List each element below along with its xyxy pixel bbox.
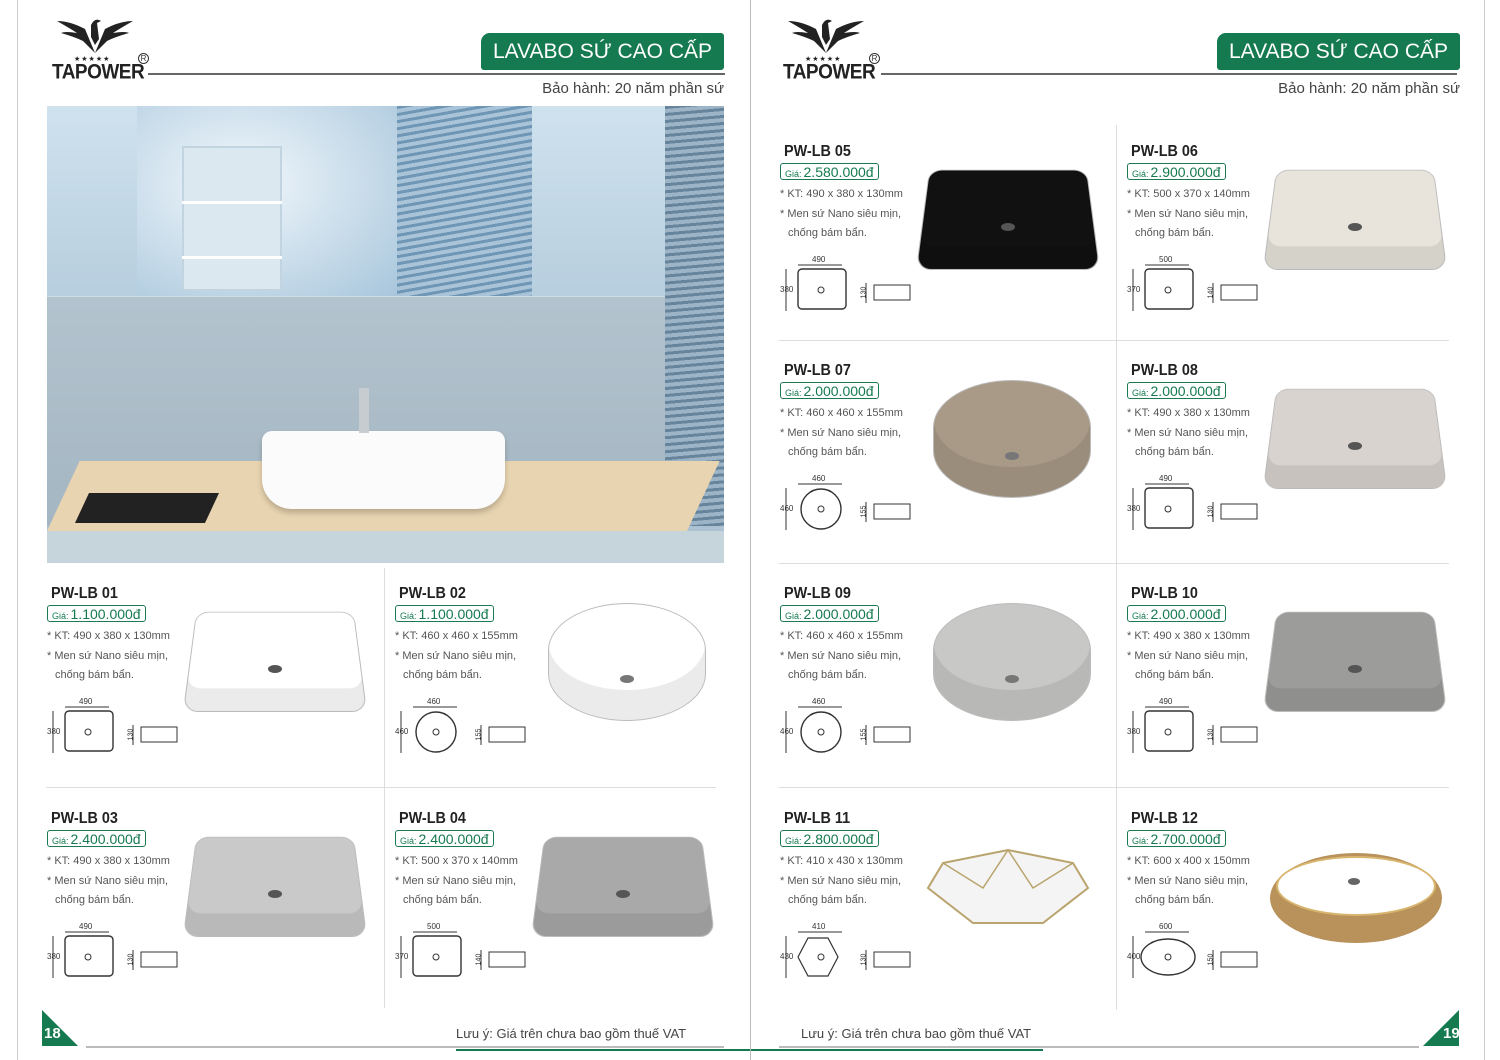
product-basin-image <box>1270 603 1445 728</box>
depth-dimension: 400 <box>1127 952 1141 961</box>
dimension-drawing <box>780 255 924 323</box>
brand-logo: ★★★★★ TAPOWER R <box>781 15 881 85</box>
product-code: PW-LB 01 <box>51 585 118 602</box>
product-price: Giá: 2.000.000đ <box>780 382 879 399</box>
width-dimension: 490 <box>1159 474 1173 483</box>
width-dimension: 490 <box>812 255 826 264</box>
product-feature: * Men sứ Nano siêu mịn, <box>47 650 169 662</box>
product-price: Giá: 2.400.000đ <box>395 830 494 847</box>
footer-accent-rule <box>751 1049 1043 1051</box>
width-dimension: 460 <box>812 474 826 483</box>
width-dimension: 490 <box>79 922 93 931</box>
product-card <box>1125 362 1460 577</box>
product-basin-image <box>1270 828 1445 953</box>
depth-dimension: 460 <box>780 504 794 513</box>
product-feature: * Men sứ Nano siêu mịn, <box>1127 208 1249 220</box>
footer-rule <box>779 1046 1419 1048</box>
hero-bathroom-photo <box>47 106 724 563</box>
height-dimension: 155 <box>475 728 483 741</box>
product-feature: * Men sứ Nano siêu mịn, <box>1127 427 1249 439</box>
warranty-text: Bảo hành: 20 năm phần sứ <box>542 80 724 97</box>
product-feature: chống bám bẩn. <box>403 669 482 681</box>
height-dimension: 130 <box>860 286 868 299</box>
width-dimension: 490 <box>79 697 93 706</box>
product-card <box>778 362 1113 577</box>
product-feature: chống bám bẩn. <box>55 669 134 681</box>
depth-dimension: 460 <box>780 727 794 736</box>
depth-dimension: 370 <box>1127 285 1141 294</box>
width-dimension: 500 <box>1159 255 1173 264</box>
product-feature: * Men sứ Nano siêu mịn, <box>47 875 169 887</box>
eagle-icon <box>786 15 866 55</box>
dimension-drawing <box>1127 255 1271 323</box>
product-code: PW-LB 12 <box>1131 810 1198 827</box>
product-size: * KT: 460 x 460 x 155mm <box>780 407 903 419</box>
product-size: * KT: 490 x 380 x 130mm <box>47 855 170 867</box>
brand-logo: ★★★★★ TAPOWER R <box>50 15 150 85</box>
product-feature: * Men sứ Nano siêu mịn, <box>780 650 902 662</box>
product-code: PW-LB 05 <box>784 143 851 160</box>
product-basin-image <box>923 828 1098 953</box>
product-code: PW-LB 11 <box>784 810 851 827</box>
product-price: Giá: 2.000.000đ <box>780 605 879 622</box>
height-dimension: 155 <box>860 728 868 741</box>
product-code: PW-LB 02 <box>399 585 466 602</box>
product-feature: chống bám bẩn. <box>1135 669 1214 681</box>
product-feature: * Men sứ Nano siêu mịn, <box>1127 650 1249 662</box>
eagle-icon <box>55 15 135 55</box>
product-code: PW-LB 09 <box>784 585 851 602</box>
page-number-badge: 18 <box>42 1010 78 1046</box>
vat-note: Lưu ý: Giá trên chưa bao gồm thuế VAT <box>801 1026 1032 1041</box>
product-feature: chống bám bẩn. <box>788 894 867 906</box>
product-size: * KT: 410 x 430 x 130mm <box>780 855 903 867</box>
product-code: PW-LB 08 <box>1131 362 1198 379</box>
product-card <box>1125 143 1460 358</box>
header-rule <box>148 73 725 75</box>
width-dimension: 460 <box>427 697 441 706</box>
depth-dimension: 380 <box>47 952 61 961</box>
height-dimension: 130 <box>860 953 868 966</box>
width-dimension: 500 <box>427 922 441 931</box>
product-basin-image <box>923 161 1098 286</box>
product-code: PW-LB 04 <box>399 810 466 827</box>
product-code: PW-LB 10 <box>1131 585 1198 602</box>
dimension-drawing <box>47 922 191 990</box>
product-size: * KT: 490 x 380 x 130mm <box>47 630 170 642</box>
width-dimension: 490 <box>1159 697 1173 706</box>
product-price: Giá: 1.100.000đ <box>47 605 146 622</box>
dimension-drawing <box>780 697 924 765</box>
footer-rule <box>86 1046 724 1048</box>
product-price: Giá: 2.700.000đ <box>1127 830 1226 847</box>
divider <box>384 568 385 1008</box>
dimension-drawing <box>47 697 191 765</box>
product-card <box>393 585 728 800</box>
width-dimension: 410 <box>812 922 826 931</box>
product-feature: chống bám bẩn. <box>1135 894 1214 906</box>
depth-dimension: 380 <box>1127 504 1141 513</box>
product-card <box>45 810 380 1025</box>
product-size: * KT: 490 x 380 x 130mm <box>1127 630 1250 642</box>
product-feature: chống bám bẩn. <box>788 669 867 681</box>
warranty-text: Bảo hành: 20 năm phần sứ <box>1278 80 1460 97</box>
product-price: Giá: 2.000.000đ <box>1127 382 1226 399</box>
product-feature: chống bám bẩn. <box>788 227 867 239</box>
height-dimension: 140 <box>475 953 483 966</box>
height-dimension: 130 <box>127 728 135 741</box>
footer-accent-rule <box>456 1049 751 1051</box>
dimension-drawing <box>395 697 539 765</box>
product-basin-image <box>1270 380 1445 505</box>
product-price: Giá: 2.400.000đ <box>47 830 146 847</box>
product-code: PW-LB 03 <box>51 810 118 827</box>
depth-dimension: 460 <box>395 727 409 736</box>
product-size: * KT: 500 x 370 x 140mm <box>1127 188 1250 200</box>
section-title: LAVABO SỨ CAO CẤP <box>1217 33 1460 70</box>
product-price: Giá: 2.800.000đ <box>780 830 879 847</box>
width-dimension: 600 <box>1159 922 1173 931</box>
product-card <box>1125 585 1460 800</box>
product-basin-image <box>538 828 713 953</box>
width-dimension: 460 <box>812 697 826 706</box>
product-card <box>778 810 1113 1025</box>
product-card <box>45 585 380 800</box>
height-dimension: 130 <box>1207 728 1215 741</box>
product-feature: chống bám bẩn. <box>788 446 867 458</box>
dimension-drawing <box>1127 474 1271 542</box>
depth-dimension: 380 <box>1127 727 1141 736</box>
product-size: * KT: 600 x 400 x 150mm <box>1127 855 1250 867</box>
dimension-drawing <box>780 474 924 542</box>
depth-dimension: 380 <box>47 727 61 736</box>
dimension-drawing <box>1127 922 1271 990</box>
header-rule <box>881 73 1457 75</box>
product-price: Giá: 2.000.000đ <box>1127 605 1226 622</box>
product-feature: * Men sứ Nano siêu mịn, <box>395 650 517 662</box>
height-dimension: 155 <box>860 505 868 518</box>
product-feature: chống bám bẩn. <box>403 894 482 906</box>
product-basin-image <box>538 603 713 728</box>
product-size: * KT: 460 x 460 x 155mm <box>780 630 903 642</box>
product-feature: * Men sứ Nano siêu mịn, <box>780 427 902 439</box>
product-basin-image <box>1270 161 1445 286</box>
product-basin-image <box>190 828 365 953</box>
dimension-drawing <box>780 922 924 990</box>
height-dimension: 130 <box>127 953 135 966</box>
product-code: PW-LB 06 <box>1131 143 1198 160</box>
product-size: * KT: 460 x 460 x 155mm <box>395 630 518 642</box>
product-price: Giá: 1.100.000đ <box>395 605 494 622</box>
product-feature: chống bám bẩn. <box>1135 227 1214 239</box>
product-feature: * Men sứ Nano siêu mịn, <box>780 875 902 887</box>
product-size: * KT: 490 x 380 x 130mm <box>1127 407 1250 419</box>
depth-dimension: 430 <box>780 952 794 961</box>
product-card <box>778 585 1113 800</box>
product-feature: * Men sứ Nano siêu mịn, <box>395 875 517 887</box>
product-basin-image <box>923 380 1098 505</box>
vat-note: Lưu ý: Giá trên chưa bao gồm thuế VAT <box>456 1026 687 1041</box>
product-basin-image <box>923 603 1098 728</box>
product-card <box>778 143 1113 358</box>
height-dimension: 150 <box>1207 953 1215 966</box>
section-title: LAVABO SỨ CAO CẤP <box>481 33 724 70</box>
product-basin-image <box>190 603 365 728</box>
product-size: * KT: 500 x 370 x 140mm <box>395 855 518 867</box>
product-feature: * Men sứ Nano siêu mịn, <box>780 208 902 220</box>
product-card <box>393 810 728 1025</box>
height-dimension: 140 <box>1207 286 1215 299</box>
page-number-badge: 19 <box>1423 1010 1459 1046</box>
product-price: Giá: 2.580.000đ <box>780 163 879 180</box>
dimension-drawing <box>395 922 539 990</box>
dimension-drawing <box>1127 697 1271 765</box>
product-code: PW-LB 07 <box>784 362 851 379</box>
product-price: Giá: 2.900.000đ <box>1127 163 1226 180</box>
product-feature: * Men sứ Nano siêu mịn, <box>1127 875 1249 887</box>
product-feature: chống bám bẩn. <box>55 894 134 906</box>
product-size: * KT: 490 x 380 x 130mm <box>780 188 903 200</box>
height-dimension: 130 <box>1207 505 1215 518</box>
divider <box>1116 125 1117 1010</box>
depth-dimension: 380 <box>780 285 794 294</box>
depth-dimension: 370 <box>395 952 409 961</box>
product-feature: chống bám bẩn. <box>1135 446 1214 458</box>
product-card <box>1125 810 1460 1025</box>
